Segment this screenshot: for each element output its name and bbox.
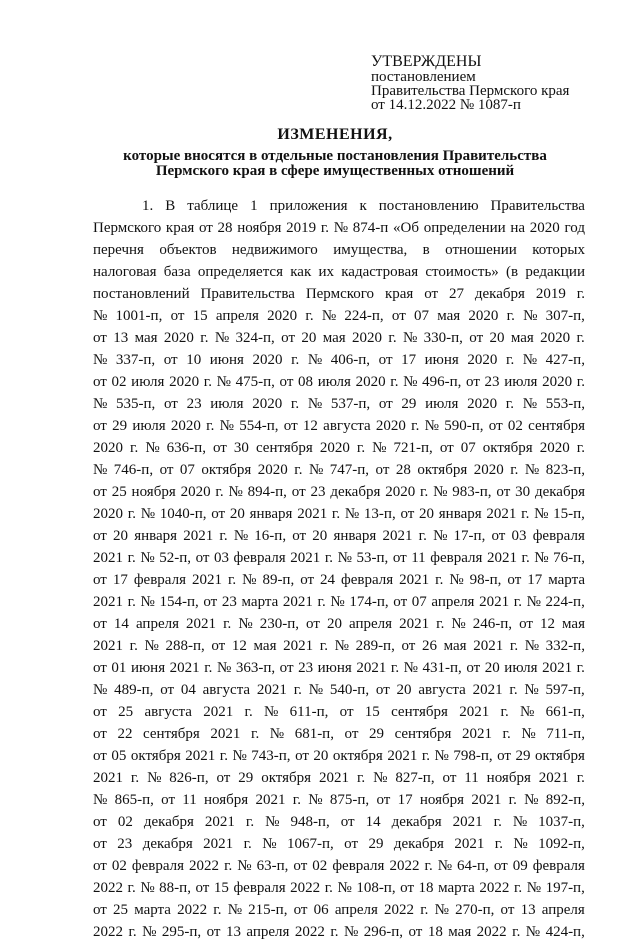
body-line: 2021 г. № 288-п, от 12 мая 2021 г. № 289-п, от 26 мая 2021 г. № 332-п, xyxy=(93,638,585,654)
body-line: № 1001-п, от 15 апреля 2020 г. № 224-п, от 07 мая 2020 г. № 307-п, xyxy=(93,308,585,324)
body-line: от 14 апреля 2021 г. № 230-п, от 20 апреля 2021 г. № 246-п, от 12 мая xyxy=(93,616,585,632)
body-line: от 22 сентября 2021 г. № 681-п, от 29 сентября 2021 г. № 711-п, xyxy=(93,726,585,742)
body-line: 2021 г. № 52-п, от 03 февраля 2021 г. № 53-п, от 11 февраля 2021 г. № 76-п, xyxy=(93,550,585,566)
title-subtitle-line-2: Пермского края в сфере имущественных отношений xyxy=(155,163,515,179)
document-body xyxy=(93,195,585,943)
body-line: 2021 г. № 826-п, от 29 октября 2021 г. № 827-п, от 11 ноября 2021 г. xyxy=(93,770,585,786)
body-line: от 13 мая 2020 г. № 324-п, от 20 мая 2020 г. № 330-п, от 20 мая 2020 г. xyxy=(93,330,585,346)
body-line: от 05 октября 2021 г. № 743-п, от 20 октября 2021 г. № 798-п, от 29 октября xyxy=(93,748,585,764)
body-line: постановлений Правительства Пермского края от 27 декабря 2019 г. xyxy=(93,286,585,302)
body-line: 2020 г. № 1040-п, от 20 января 2021 г. № 13-п, от 20 января 2021 г. № 15-п, xyxy=(93,506,585,522)
body-line: 2021 г. № 154-п, от 23 марта 2021 г. № 174-п, от 07 апреля 2021 г. № 224-п, xyxy=(93,594,585,610)
body-line: от 17 февраля 2021 г. № 89-п, от 24 февраля 2021 г. № 98-п, от 17 марта xyxy=(93,572,585,588)
body-line: № 535-п, от 23 июля 2020 г. № 537-п, от 29 июля 2020 г. № 553-п, xyxy=(93,396,585,412)
body-line: от 20 января 2021 г. № 16-п, от 20 января 2021 г. № 17-п, от 03 февраля xyxy=(93,528,585,544)
body-line: от 02 февраля 2022 г. № 63-п, от 02 февраля 2022 г. № 64-п, от 09 февраля xyxy=(93,858,585,874)
body-line: 1. В таблице 1 приложения к постановлению Правительства xyxy=(142,198,585,214)
body-line: № 746-п, от 07 октября 2020 г. № 747-п, от 28 октября 2020 г. № 823-п, xyxy=(93,462,585,478)
body-line: 2022 г. № 295-п, от 13 апреля 2022 г. № 296-п, от 18 мая 2022 г. № 424-п, xyxy=(93,924,585,940)
approval-line-3: от 14.12.2022 № 1087-п xyxy=(371,97,521,113)
document-title xyxy=(0,125,640,179)
approval-stamp xyxy=(371,54,569,112)
body-line: № 489-п, от 04 августа 2021 г. № 540-п, от 20 августа 2021 г. № 597-п, xyxy=(93,682,585,698)
title-subtitle-line-1: которые вносятся в отдельные постановления Правительства xyxy=(123,148,547,164)
body-line: налоговая база определяется как их кадастровая стоимость» (в редакции xyxy=(93,264,585,280)
title-main: ИЗМЕНЕНИЯ, xyxy=(277,126,393,143)
body-line: Пермского края от 28 ноября 2019 г. № 874-п «Об определении на 2020 год xyxy=(93,220,585,236)
body-line: № 337-п, от 10 июня 2020 г. № 406-п, от 17 июня 2020 г. № 427-п, xyxy=(93,352,585,368)
body-line: № 865-п, от 11 ноября 2021 г. № 875-п, от 17 ноября 2021 г. № 892-п, xyxy=(93,792,585,808)
body-line: от 25 марта 2022 г. № 215-п, от 06 апреля 2022 г. № 270-п, от 13 апреля xyxy=(93,902,585,918)
body-line: 2022 г. № 88-п, от 15 февраля 2022 г. № 108-п, от 18 марта 2022 г. № 197-п, xyxy=(93,880,585,896)
body-line: от 23 декабря 2021 г. № 1067-п, от 29 декабря 2021 г. № 1092-п, xyxy=(93,836,585,852)
body-line: от 02 декабря 2021 г. № 948-п, от 14 декабря 2021 г. № 1037-п, xyxy=(93,814,585,830)
approval-line-2: Правительства Пермского края xyxy=(371,83,570,99)
body-line: от 01 июня 2021 г. № 363-п, от 23 июня 2021 г. № 431-п, от 20 июля 2021 г. xyxy=(93,660,585,676)
body-line: от 29 июля 2020 г. № 554-п, от 12 августа 2020 г. № 590-п, от 02 сентября xyxy=(93,418,585,434)
approval-heading: УТВЕРЖДЕНЫ xyxy=(371,53,482,70)
body-line: от 02 июля 2020 г. № 475-п, от 08 июля 2020 г. № 496-п, от 23 июля 2020 г. xyxy=(93,374,585,390)
body-line: от 25 августа 2021 г. № 611-п, от 15 сентября 2021 г. № 661-п, xyxy=(93,704,585,720)
approval-line-1: постановлением xyxy=(371,69,476,85)
body-line: 2020 г. № 636-п, от 30 сентября 2020 г. № 721-п, от 07 октября 2020 г. xyxy=(93,440,585,456)
body-line: от 25 ноября 2020 г. № 894-п, от 23 декабря 2020 г. № 983-п, от 30 декабря xyxy=(93,484,585,500)
body-line: перечня объектов недвижимого имущества, в отношении которых xyxy=(93,242,585,258)
